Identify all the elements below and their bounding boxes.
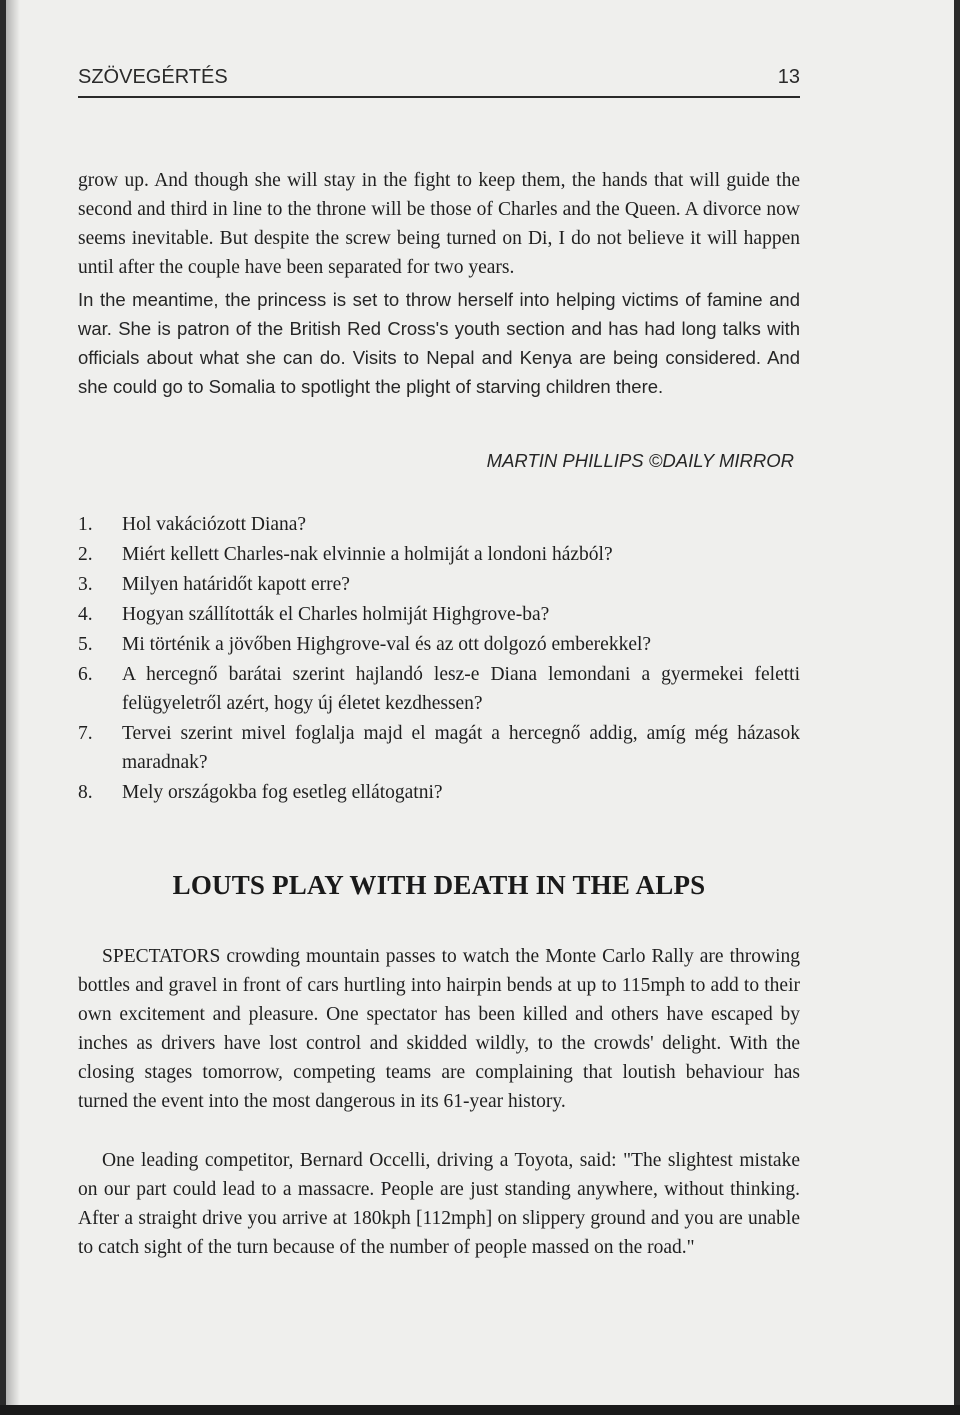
question-item bbox=[78, 778, 800, 807]
article2-paragraph-1: SPECTATORS crowding mountain passes to watch the Monte Carlo Rally are throwing bottles and gravel in front of cars hurtling into hairpin bends at up to 115mph to add to their own excitement and pleasure. One spectator has been killed and others have escaped by inches as drivers have lost control and skidded wildly, to the crowds' delight. With the closing stages tomorrow, competing teams are complaining that loutish behaviour has turned the event into the most dangerous in its 61-year history. bbox=[78, 946, 800, 1112]
question-item bbox=[78, 630, 800, 659]
question-number: 8. bbox=[78, 782, 93, 803]
question-number: 3. bbox=[78, 574, 93, 595]
question-item bbox=[78, 719, 800, 777]
section-title: SZÖVEGÉRTÉS bbox=[78, 66, 228, 88]
question-item bbox=[78, 540, 800, 569]
question-text: Hol vakációzott Diana? bbox=[122, 514, 307, 535]
question-number: 2. bbox=[78, 544, 93, 565]
question-text: A hercegnő barátai szerint hajlandó lesz-e Diana lemondani a gyermekei feletti felügyeletről azért, hogy új életet kezdhessen? bbox=[122, 664, 800, 714]
question-item bbox=[78, 600, 800, 629]
running-head bbox=[78, 66, 800, 96]
article-title: LOUTS PLAY WITH DEATH IN THE ALPS bbox=[172, 870, 706, 900]
question-item bbox=[78, 660, 800, 718]
binding-shadow bbox=[6, 0, 20, 1405]
question-text: Milyen határidőt kapott erre? bbox=[122, 574, 350, 595]
question-text: Mi történik a jövőben Highgrove-val és az ott dolgozó emberekkel? bbox=[122, 634, 652, 655]
article1-paragraph-2: In the meantime, the princess is set to throw herself into helping victims of famine and war. She is patron of the British Red Cross's youth section and has had long talks with officials about what she can do. Visits to Nepal and Kenya are being considered. And she could go to Somalia to spotlight the plight of starving children there. bbox=[78, 289, 800, 397]
page-number: 13 bbox=[777, 66, 800, 88]
question-text: Mely országokba fog esetleg ellátogatni? bbox=[122, 782, 443, 803]
article1-paragraph-1: grow up. And though she will stay in the fight to keep them, the hands that will guide the second and third in line to the throne will be those of Charles and the Queen. A divorce now seems inevitable. But despite the screw being turned on Di, I do not believe it will happen until after the couple have been separated for two years. bbox=[78, 170, 800, 278]
question-list bbox=[78, 510, 800, 808]
byline: MARTIN PHILLIPS ©DAILY MIRROR bbox=[486, 450, 794, 471]
header-rule bbox=[78, 96, 800, 98]
question-number: 5. bbox=[78, 634, 93, 655]
question-item bbox=[78, 570, 800, 599]
article2-paragraph-2: One leading competitor, Bernard Occelli, driving a Toyota, said: "The slightest mistake on our part could lead to a massacre. People are just standing anywhere, without thinking. After a straight drive you arrive at 180kph [112mph] on slippery ground and you are unable to catch sight of the turn because of the number of people massed on the road." bbox=[78, 1150, 800, 1258]
question-number: 4. bbox=[78, 604, 93, 625]
question-text: Miért kellett Charles-nak elvinnie a holmiját a londoni házból? bbox=[122, 544, 613, 565]
question-number: 6. bbox=[78, 664, 93, 685]
scan-edge bbox=[0, 1405, 960, 1415]
question-number: 7. bbox=[78, 723, 93, 744]
question-text: Hogyan szállították el Charles holmiját Highgrove-ba? bbox=[122, 604, 550, 625]
book-page bbox=[6, 0, 954, 1405]
question-text: Tervei szerint mivel foglalja majd el magát a hercegnő addig, amíg még házasok maradnak? bbox=[122, 723, 800, 773]
question-number: 1. bbox=[78, 514, 93, 535]
question-item bbox=[78, 510, 800, 539]
